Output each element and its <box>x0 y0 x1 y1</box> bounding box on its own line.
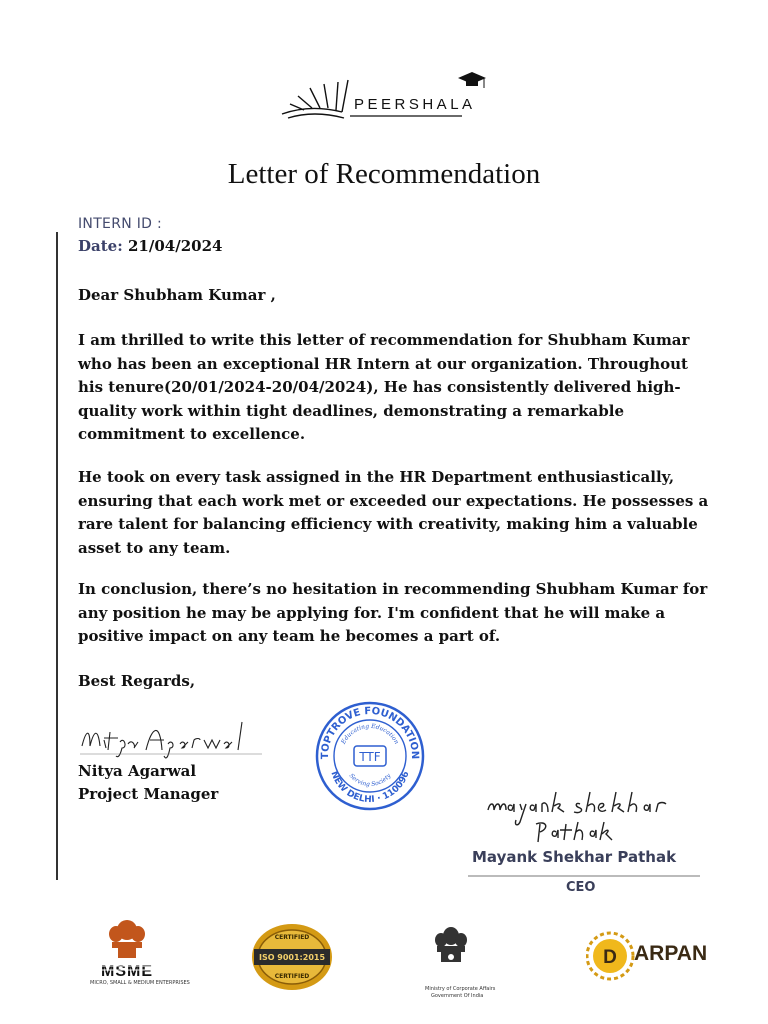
darpan-badge-icon <box>586 926 636 986</box>
signer-1-name: Nitya Agarwal <box>78 762 197 780</box>
mca-caption-1: Ministry of Corporate Affairs <box>425 986 496 992</box>
signer-2-role: CEO <box>566 880 596 895</box>
date-value: 21/04/2024 <box>127 237 223 255</box>
date-line <box>78 237 222 255</box>
iso-seal-icon <box>250 922 334 992</box>
iso-top-text: CERTIFIED <box>274 934 310 941</box>
darpan-badge-letter: D <box>603 947 617 968</box>
signature-nitya-agarwal <box>76 716 266 762</box>
page-title: Letter of Recommendation <box>227 158 541 190</box>
iso-center-text: ISO 9001:2015 <box>258 953 326 962</box>
closing: Best Regards, <box>78 672 196 690</box>
national-emblem-icon <box>90 916 164 1006</box>
iso-bottom-text: CERTIFIED <box>274 973 310 980</box>
mca-logo <box>425 924 496 1010</box>
toptrove-foundation-stamp <box>314 700 426 812</box>
svg-text:Serving Society <box>348 772 393 788</box>
paragraph-1: I am thrilled to write this letter of recommendation for Shubham Kumar who has been an exceptional HR Intern at our organization. Throughout his tenure(20/01/2024-20/04/2024), He has consistently delivered high-quality work within tight deadlines, demonstrating a remarkable commitment to excellence. <box>78 331 690 443</box>
mca-caption-2: Government Of India <box>431 993 484 999</box>
msme-caption: MICRO, SMALL & MEDIUM ENTERPRISES <box>90 980 190 986</box>
left-margin-rule <box>56 232 58 880</box>
brand-name: PEERSHALA <box>354 96 476 113</box>
darpan-logo <box>586 926 766 986</box>
paragraph-2: He took on every task assigned in the HR Department enthusiastically, ensuring that each work met or exceeded our expectations. He possesses a rare talent for balancing efficiency with creativity, making him a valuable asset to any team. <box>78 468 709 557</box>
iso-certified-badge <box>250 922 334 992</box>
salutation: Dear Shubham Kumar , <box>78 286 276 304</box>
stamp-bottom-text: NEW DELHI · 110096 <box>328 770 412 806</box>
stamp-top-text: TOPTROVE FOUNDATION <box>319 705 421 760</box>
paragraph-3: In conclusion, there’s no hesitation in recommending Shubham Kumar for any position he may be applying for. I'm confident that he will make a positive impact on any team he becomes a part of. <box>78 580 708 645</box>
date-label: Date: <box>78 237 123 255</box>
stamp-inner-top: Educating Education <box>340 722 400 746</box>
intern-id-label: INTERN ID : <box>78 216 163 232</box>
signer-2-name: Mayank Shekhar Pathak <box>472 848 677 866</box>
stamp-center: TTF <box>359 750 381 764</box>
stamp-inner-bottom: Serving Society <box>347 772 393 789</box>
signer-1-role: Project Manager <box>78 785 219 803</box>
darpan-wordmark: ARPAN <box>634 942 708 965</box>
msme-wordmark: MSME <box>101 963 153 980</box>
msme-logo <box>90 916 190 1006</box>
signature-mayank-shekhar-pathak <box>480 788 690 848</box>
peershala-logo <box>280 68 500 132</box>
signature-divider <box>468 875 700 877</box>
